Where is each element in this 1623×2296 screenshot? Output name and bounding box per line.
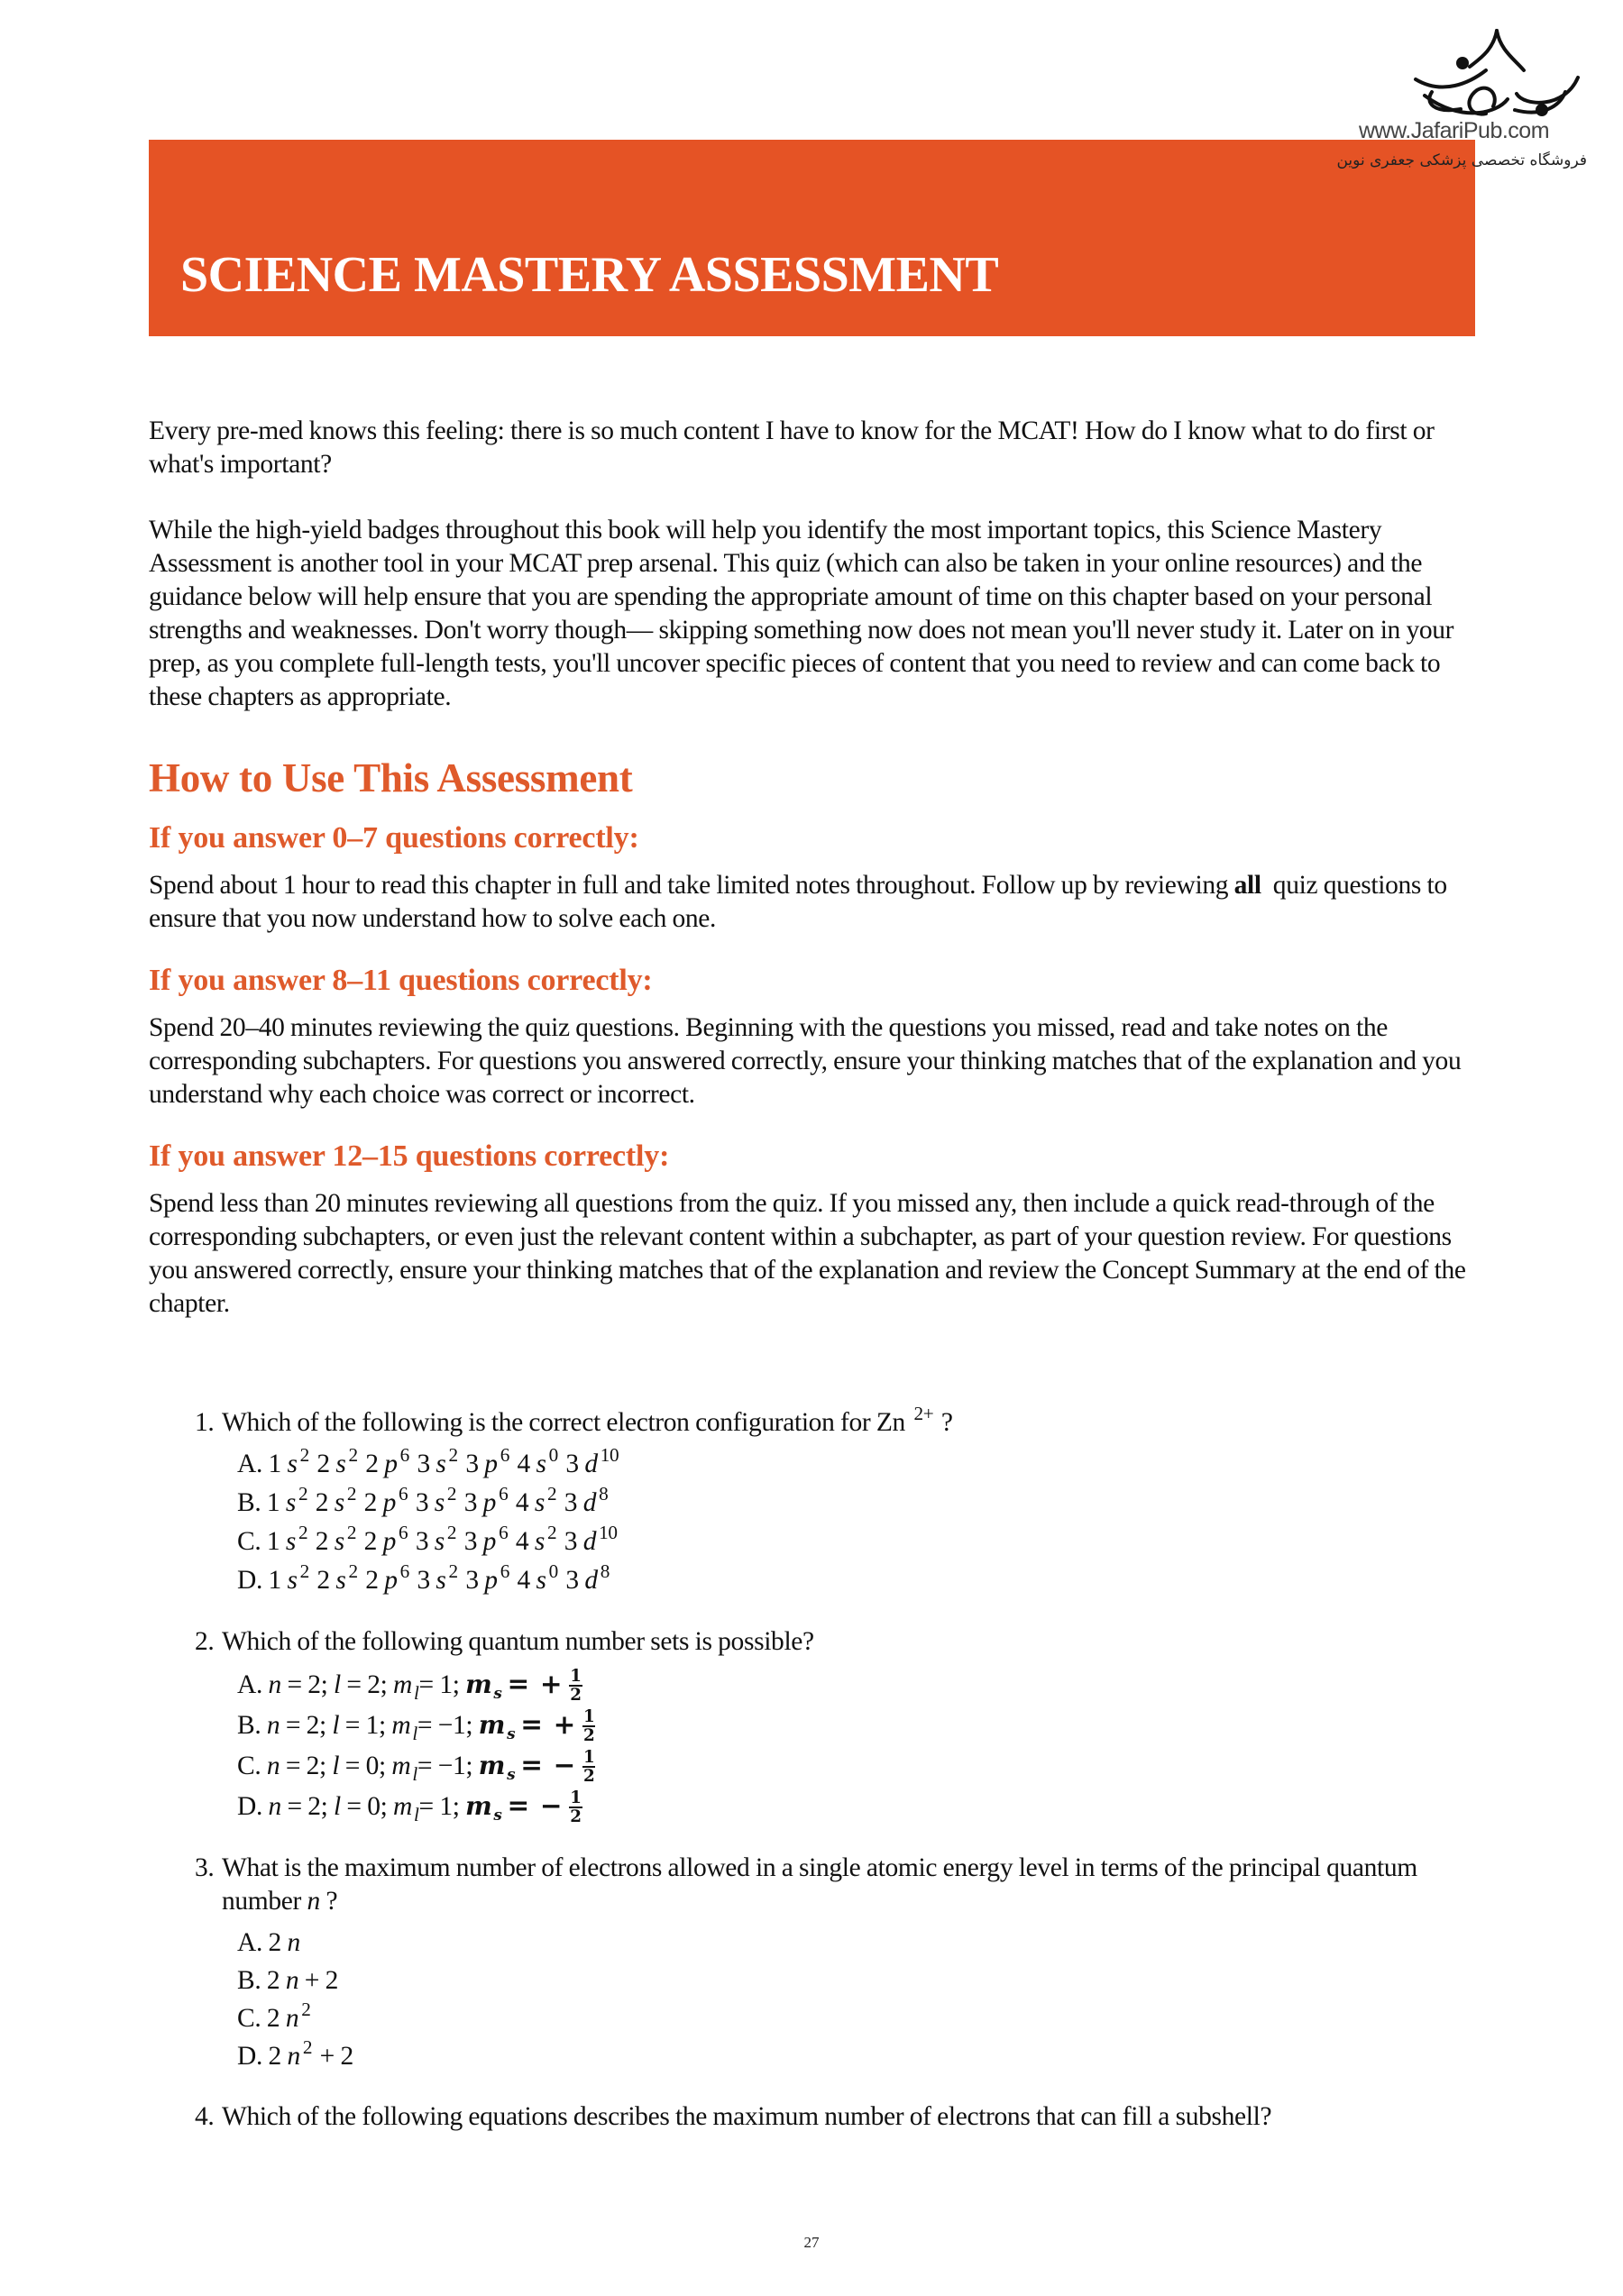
ms-sign: − bbox=[553, 1749, 575, 1780]
orbital: s bbox=[436, 1450, 446, 1478]
var-l: l bbox=[334, 1670, 341, 1699]
answer-letter: C. bbox=[237, 2004, 267, 2033]
tier-text-0-7-part2: quiz questions to ensure that you now understand how to solve each one. bbox=[149, 871, 1453, 933]
answer-option-a[interactable]: A. n = 2; l = 2; $m_l= 1$; m $_s$ = + $\frac{1}{2}$ bbox=[237, 1667, 582, 1706]
ms-sign: − bbox=[539, 1789, 563, 1821]
orbital: p bbox=[482, 1527, 497, 1556]
answer-letter: B. bbox=[237, 1711, 267, 1740]
subscript-l: l bbox=[413, 1804, 419, 1826]
electron-count: 2 bbox=[448, 1444, 458, 1467]
orbital: s bbox=[536, 1566, 546, 1595]
tier-heading-0-7: If you answer 0–7 questions correctly: bbox=[149, 821, 639, 855]
question-number: 4. bbox=[195, 2102, 215, 2131]
question-text: Which of the following quantum number sets is possible? bbox=[222, 1627, 814, 1656]
orbital: s bbox=[434, 1488, 445, 1517]
orbital: s bbox=[335, 1566, 346, 1595]
answer-letter: C. bbox=[237, 1752, 267, 1780]
quiz bbox=[195, 1403, 1493, 2134]
orbital: s bbox=[335, 1450, 346, 1478]
publisher-tagline: فروشگاه تخصصی پزشکی جعفری نوین bbox=[1336, 151, 1587, 169]
var-ml: m bbox=[393, 1670, 412, 1699]
answer-letter: D. bbox=[237, 2042, 269, 2071]
var-ml: m bbox=[391, 1711, 411, 1740]
orbital: s bbox=[534, 1527, 545, 1556]
question-4 bbox=[195, 2100, 1493, 2134]
orbital: p bbox=[384, 1450, 398, 1478]
electron-count: 2 bbox=[346, 1522, 357, 1544]
ms-sign: + bbox=[539, 1668, 563, 1699]
answer-option-d[interactable]: D. 1 s $^2$ 2 s $^2$ 2 p $^6$ 3 s $^2$ 3 p $^6$ 4 s $^0$ 3 d $^8$ bbox=[237, 1560, 610, 1595]
var-l: l bbox=[332, 1711, 340, 1740]
page-number: 27 bbox=[803, 2234, 820, 2251]
publisher-url: www.JafariPub.com bbox=[1359, 118, 1550, 143]
electron-count: 8 bbox=[599, 1483, 609, 1505]
answer-option-c[interactable]: C. n = 2; l = 0; $m_l= -1$; m $_s$ = − $\frac{1}{2}$ bbox=[237, 1748, 595, 1787]
answer-option-a[interactable]: A. 1 s $^2$ 2 s $^2$ 2 p $^6$ 3 s $^2$ 3 p $^6$ 4 s $^0$ 3 d $^{10}$ bbox=[237, 1444, 619, 1478]
var-n: n bbox=[285, 2004, 299, 2033]
orbital: d bbox=[584, 1450, 598, 1478]
orbital: p bbox=[484, 1566, 498, 1595]
question-1-stem bbox=[195, 1403, 1493, 1440]
answer-letter: A. bbox=[237, 1928, 269, 1957]
question-end: ? bbox=[935, 1408, 953, 1437]
var-ml: m bbox=[393, 1792, 412, 1821]
var-ms: m $_s$ bbox=[465, 1791, 502, 1824]
orbital: s bbox=[285, 1488, 296, 1517]
tier-text-0-7-part1: Spend about 1 hour to read this chapter in full and take limited notes throughout. Follow up by reviewing bbox=[149, 871, 1234, 900]
emphasis-all: all bbox=[1233, 871, 1261, 900]
answer-letter: B. bbox=[237, 1488, 267, 1517]
electron-count: 6 bbox=[399, 1483, 408, 1505]
answer-option-a[interactable]: A. 2 n bbox=[237, 1928, 300, 1957]
electron-count: 2 bbox=[446, 1522, 457, 1544]
orbital: d bbox=[582, 1488, 597, 1517]
question-number: 3. bbox=[195, 1853, 215, 1882]
fraction: $\frac{1}{2}$ bbox=[570, 1788, 582, 1827]
var-ml: m bbox=[391, 1752, 411, 1780]
answer-letter: B. bbox=[237, 1966, 267, 1995]
question-text: What is the maximum number of electrons allowed in a single atomic energy level in terms of the principal quantum number bbox=[222, 1853, 1417, 1916]
orbital: d bbox=[584, 1566, 598, 1595]
exponent: 2 bbox=[302, 2036, 313, 2059]
jafaripub-logo-icon bbox=[1407, 23, 1587, 123]
orbital: p bbox=[382, 1488, 397, 1517]
electron-count: 6 bbox=[500, 1560, 509, 1583]
orbital: s bbox=[536, 1450, 546, 1478]
answer-letter: C. bbox=[237, 1527, 267, 1556]
question-number: 2. bbox=[195, 1627, 215, 1656]
electron-count: 6 bbox=[500, 1444, 509, 1467]
question-number: 1. bbox=[195, 1408, 215, 1437]
question-text: Which of the following is the correct electron configuration for Zn bbox=[222, 1408, 905, 1437]
electron-count: 8 bbox=[600, 1560, 610, 1583]
page-title: SCIENCE MASTERY ASSESSMENT bbox=[180, 247, 999, 303]
question-3 bbox=[195, 1852, 1493, 2075]
answer-letter: D. bbox=[237, 1566, 269, 1595]
electron-count: 2 bbox=[348, 1444, 358, 1467]
var-n: n bbox=[268, 1792, 281, 1821]
electron-count: 2 bbox=[298, 1483, 308, 1505]
answer-letter: A. bbox=[237, 1450, 269, 1478]
var-n: n bbox=[268, 1670, 281, 1699]
orbital: p bbox=[484, 1450, 498, 1478]
question-2 bbox=[195, 1625, 1493, 1826]
answer-option-c[interactable]: C. 2 n $^2$ bbox=[237, 1999, 311, 2033]
intro-paragraph-1: Every pre-med knows this feeling: there is so much content I have to know for the MCAT! How do I know what to do first or what's important? bbox=[149, 416, 1435, 479]
orbital: s bbox=[287, 1566, 298, 1595]
electron-count: 2 bbox=[299, 1444, 309, 1467]
answer-list bbox=[237, 1924, 1493, 2075]
orbital: s bbox=[436, 1566, 446, 1595]
var-n: n bbox=[285, 1966, 299, 1995]
electron-count: 6 bbox=[499, 1483, 509, 1505]
question-2-stem bbox=[195, 1625, 1493, 1659]
electron-count: 6 bbox=[399, 1444, 409, 1467]
subscript-l: l bbox=[413, 1682, 419, 1705]
answer-letter: D. bbox=[237, 1792, 269, 1821]
electron-count: 0 bbox=[548, 1444, 558, 1467]
fraction: $\frac{1}{2}$ bbox=[582, 1748, 595, 1787]
orbital: s bbox=[434, 1527, 445, 1556]
electron-count: 6 bbox=[399, 1560, 409, 1583]
variable-n: n bbox=[307, 1887, 320, 1916]
question-1 bbox=[195, 1403, 1493, 1600]
electron-count: 2 bbox=[448, 1560, 458, 1583]
answer-option-b[interactable]: B. n = 2; l = 1; $m_l= -1$; m $_s$ = + $\frac{1}{2}$ bbox=[237, 1707, 595, 1746]
answer-option-b[interactable]: B. 2 n + 2 bbox=[237, 1966, 338, 1995]
question-end: ? bbox=[319, 1887, 338, 1916]
electron-count: 2 bbox=[546, 1483, 557, 1505]
electron-count: 0 bbox=[548, 1560, 558, 1583]
electron-count: 2 bbox=[299, 1560, 309, 1583]
tier-text-0-7 bbox=[149, 869, 1492, 936]
electron-count: 10 bbox=[600, 1444, 619, 1467]
var-n: n bbox=[266, 1711, 280, 1740]
var-ms: m $_s$ bbox=[465, 1669, 502, 1702]
var-l: l bbox=[334, 1792, 341, 1821]
answer-option-d[interactable]: D. n = 2; l = 0; $m_l= 1$; m $_s$ = − $\frac{1}{2}$ bbox=[237, 1788, 582, 1827]
var-n: n bbox=[287, 1928, 300, 1957]
subscript-l: l bbox=[412, 1723, 417, 1745]
orbital: s bbox=[334, 1527, 344, 1556]
subscript-l: l bbox=[412, 1763, 417, 1786]
electron-count: 2 bbox=[346, 1483, 357, 1505]
orbital: d bbox=[582, 1527, 597, 1556]
orbital: p bbox=[482, 1488, 497, 1517]
answer-option-b[interactable]: B. 1 s $^2$ 2 s $^2$ 2 p $^6$ 3 s $^2$ 3 p $^6$ 4 s $^2$ 3 d $^8$ bbox=[237, 1483, 609, 1517]
ms-sign: + bbox=[553, 1708, 575, 1740]
electron-count: 2 bbox=[348, 1560, 358, 1583]
var-ms: m $_s$ bbox=[478, 1751, 516, 1783]
tier-text-12-15: Spend less than 20 minutes reviewing all questions from the quiz. If you missed any, then include a quick read-through of the corresponding subchapters, or even just the relevant content within a subchapter, as part of your question review. For questions you answered correctly, ensure your thinking matches that of the explanation and review the Concept Summary at the end of the chapter. bbox=[149, 1189, 1466, 1318]
answer-list bbox=[237, 1664, 1493, 1826]
electron-count: 10 bbox=[599, 1522, 618, 1544]
electron-count: 2 bbox=[446, 1483, 457, 1505]
question-4-stem bbox=[195, 2100, 1493, 2134]
answer-option-d[interactable]: D. 2 n $^2$ + 2 bbox=[237, 2036, 353, 2071]
electron-count: 2 bbox=[546, 1522, 557, 1544]
intro-paragraph-2: While the high-yield badges throughout this book will help you identify the most important topics, this Science Mastery Assessment is another tool in your MCAT prep arsenal. This quiz (which can also be taken in your online resources) and the guidance below will help ensure that you are spending the appropriate amount of time on this chapter based on your personal strengths and weaknesses. Don't worry though— skipping something now does not mean you'll never study it. Later on in your prep, as you complete full-length tests, you'll uncover specific pieces of content that you need to review and can come back to these chapters as appropriate. bbox=[149, 516, 1454, 711]
question-text: Which of the following equations describes the maximum number of electrons that can fill a subshell? bbox=[222, 2102, 1272, 2131]
fraction: $\frac{1}{2}$ bbox=[570, 1667, 582, 1706]
main-content bbox=[149, 415, 1492, 1321]
var-n: n bbox=[287, 2042, 300, 2071]
orbital: s bbox=[534, 1488, 545, 1517]
title-banner bbox=[149, 140, 1475, 336]
orbital: s bbox=[285, 1527, 296, 1556]
exponent: 2 bbox=[301, 1999, 311, 2021]
var-ms: m $_s$ bbox=[478, 1710, 516, 1743]
electron-count: 2 bbox=[298, 1522, 308, 1544]
question-3-stem bbox=[195, 1852, 1493, 1918]
answer-list bbox=[237, 1445, 1493, 1600]
electron-count: 6 bbox=[499, 1522, 509, 1544]
orbital: p bbox=[384, 1566, 398, 1595]
tier-text-8-11: Spend 20–40 minutes reviewing the quiz questions. Beginning with the questions you missed, read and take notes on the corresponding subchapters. For questions you answered correctly, ensure your thinking matches that of the explanation and you understand why each choice was correct or incorrect. bbox=[149, 1013, 1462, 1109]
var-n: n bbox=[266, 1752, 280, 1780]
section-heading-how-to-use: How to Use This Assessment bbox=[149, 755, 633, 800]
orbital: s bbox=[334, 1488, 344, 1517]
tier-heading-8-11: If you answer 8–11 questions correctly: bbox=[149, 964, 653, 997]
orbital: p bbox=[382, 1527, 397, 1556]
orbital: s bbox=[287, 1450, 298, 1478]
electron-count: 6 bbox=[399, 1522, 408, 1544]
fraction: $\frac{1}{2}$ bbox=[582, 1707, 595, 1746]
var-l: l bbox=[332, 1752, 340, 1780]
answer-letter: A. bbox=[237, 1670, 269, 1699]
tier-heading-12-15: If you answer 12–15 questions correctly: bbox=[149, 1139, 670, 1173]
answer-option-c[interactable]: C. 1 s $^2$ 2 s $^2$ 2 p $^6$ 3 s $^2$ 3 p $^6$ 4 s $^2$ 3 d $^{10}$ bbox=[237, 1522, 618, 1556]
charge-superscript: 2+ bbox=[913, 1403, 934, 1425]
